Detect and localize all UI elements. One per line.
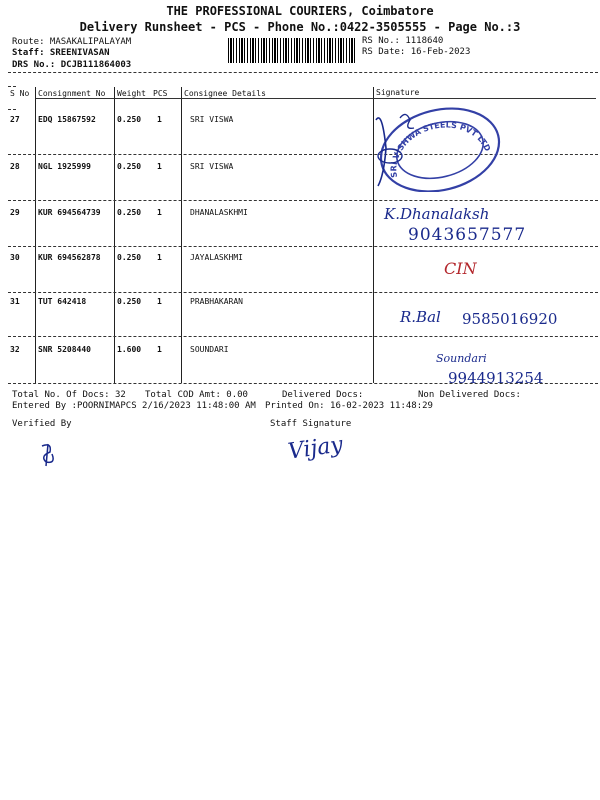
row-consignee: PRABHAKARAN	[190, 297, 243, 306]
row-weight: 0.250	[117, 162, 142, 171]
row-sno: 28	[10, 162, 20, 171]
row-separator	[8, 246, 598, 247]
barcode-image	[228, 38, 356, 63]
column-header-consignee: Consignee Details	[184, 89, 266, 98]
verified-by-label: Verified By	[12, 419, 72, 429]
row-weight: 0.250	[117, 115, 142, 124]
stamp-text: SRI VISHWA STEELS PVT LTD	[389, 120, 493, 179]
column-header-signature: Signature	[376, 88, 420, 97]
staff-signature-label: Staff Signature	[270, 419, 352, 429]
total-cod: Total COD Amt: 0.00	[145, 390, 248, 400]
row-sno: 32	[10, 345, 20, 354]
column-header-sno: S No	[10, 89, 30, 98]
row-consignee: SRI VISWA	[190, 162, 234, 171]
column-divider	[114, 87, 115, 383]
row-consignment: TUT 642418	[38, 297, 87, 306]
row-sno: 31	[10, 297, 20, 306]
row-weight: 0.250	[117, 297, 142, 306]
row-pcs: 1	[157, 115, 162, 124]
column-header-pcs: PCS	[153, 89, 168, 98]
drs-number: DRS No.: DCJB111864003	[12, 60, 132, 70]
row-separator	[8, 336, 598, 337]
document-subtitle: Delivery Runsheet - PCS - Phone No.:0422-3505555 - Page No.:3	[79, 20, 521, 34]
delivered-docs: Delivered Docs:	[282, 390, 364, 400]
row-weight: 0.250	[117, 253, 142, 262]
svg-text:SRI VISHWA STEELS PVT LTD	[380, 110, 494, 180]
row-consignment: NGL 1925999	[38, 162, 91, 171]
total-docs: Total No. Of Docs: 32	[12, 390, 126, 400]
printed-on: Printed On: 16-02-2023 11:48:29	[265, 401, 433, 411]
row-separator	[8, 292, 598, 293]
handwritten-note: CIN	[444, 259, 477, 278]
non-delivered-docs: Non Delivered Docs:	[418, 390, 521, 400]
header-underline	[36, 98, 596, 99]
entered-by: Entered By :POORNIMAPCS 2/16/2023 11:48:00 AM	[12, 401, 256, 411]
row-weight: 0.250	[117, 208, 142, 217]
row-pcs: 1	[157, 162, 162, 171]
handwritten-phone: 9585016920	[462, 310, 558, 328]
row-consignee: SRI VISWA	[190, 115, 234, 124]
row-consignee: SOUNDARI	[190, 345, 229, 354]
handwritten-name: K.Dhanalaksh	[384, 205, 490, 223]
rs-date: RS Date: 16-Feb-2023	[362, 47, 471, 57]
company-stamp	[370, 100, 510, 192]
row-consignment: KUR 694564739	[38, 208, 101, 217]
column-header-weight: Weight	[117, 89, 146, 98]
verifier-signature	[34, 440, 64, 470]
column-header-consignment: Consignment No	[38, 89, 106, 98]
handwritten-phone: 9043657577	[408, 225, 527, 245]
row-consignment: SNR 5208440	[38, 345, 91, 354]
handwritten-name: Soundari	[436, 352, 487, 365]
row-pcs: 1	[157, 253, 162, 262]
row-pcs: 1	[157, 297, 162, 306]
separator	[8, 109, 16, 110]
rs-number: RS No.: 1118640	[362, 36, 444, 46]
row-sno: 27	[10, 115, 20, 124]
separator	[8, 72, 598, 73]
row-weight: 1.600	[117, 345, 142, 354]
handwritten-phone: 9944913254	[448, 369, 544, 387]
row-sno: 29	[10, 208, 20, 217]
column-divider	[181, 87, 182, 383]
row-sno: 30	[10, 253, 20, 262]
row-consignee: JAYALASKHMI	[190, 253, 243, 262]
document-title: THE PROFESSIONAL COURIERS, Coimbatore	[166, 4, 434, 18]
row-consignee: DHANALASKHMI	[190, 208, 248, 217]
row-pcs: 1	[157, 208, 162, 217]
handwritten-name: R.Bal	[400, 308, 441, 326]
column-divider	[35, 87, 36, 383]
staff-label: Staff: SREENIVASAN	[12, 48, 110, 58]
row-consignment: KUR 694562878	[38, 253, 101, 262]
row-consignment: EDQ 15867592	[38, 115, 96, 124]
separator	[8, 86, 16, 87]
staff-signature: Vijay	[286, 432, 345, 465]
row-separator	[8, 200, 598, 201]
row-pcs: 1	[157, 345, 162, 354]
route-label: Route: MASAKALIPALAYAM	[12, 37, 132, 47]
